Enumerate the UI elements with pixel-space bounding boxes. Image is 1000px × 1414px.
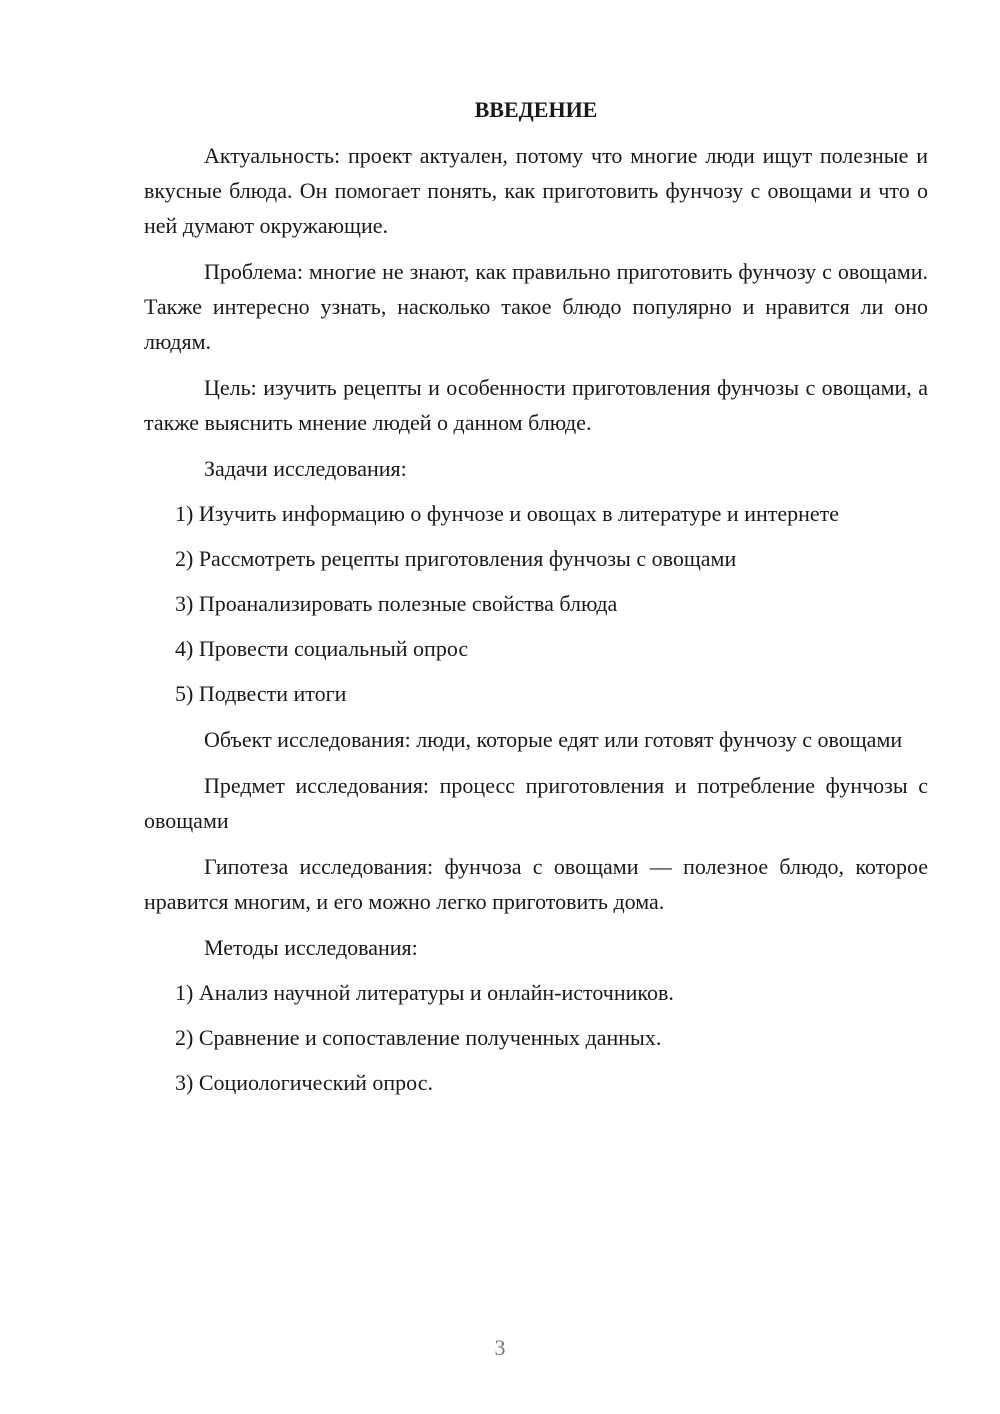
section-title: ВВЕДЕНИЕ <box>474 97 598 122</box>
page-number: 3 <box>494 1335 506 1360</box>
list-item: 2) Рассмотреть рецепты приготовления фунчозы с овощами <box>175 546 737 571</box>
object-paragraph: Объект исследования: люди, которые едят или готовят фунчозу с овощами <box>204 727 903 752</box>
subject-paragraph: Предмет исследования: процесс приготовления и потребление фунчозы с овощами <box>144 773 928 833</box>
tasks-heading: Задачи исследования: <box>204 456 407 481</box>
problem-paragraph: Проблема: многие не знают, как правильно приготовить фунчозу с овощами. Также интересно узнать, насколько такое блюдо популярно и нравится ли оно людям. <box>144 259 928 354</box>
methods-heading: Методы исследования: <box>204 935 418 960</box>
methods-list <box>144 975 928 1100</box>
list-item: 2) Сравнение и сопоставление полученных данных. <box>175 1025 662 1050</box>
list-item: 5) Подвести итоги <box>175 681 347 706</box>
list-item: 3) Проанализировать полезные свойства блюда <box>175 591 618 616</box>
list-item: 1) Анализ научной литературы и онлайн-источников. <box>175 980 674 1005</box>
list-item: 3) Социологический опрос. <box>175 1070 433 1095</box>
relevance-paragraph: Актуальность: проект актуален, потому что многие люди ищут полезные и вкусные блюда. Он помогает понять, как приготовить фунчозу с овощами и что о ней думают окружающие. <box>144 143 928 238</box>
list-item: 4) Провести социальный опрос <box>175 636 469 661</box>
hypothesis-paragraph: Гипотеза исследования: фунчоза с овощами — полезное блюдо, которое нравится многим, и его можно легко приготовить дома. <box>144 854 928 914</box>
page-content <box>144 92 928 1100</box>
list-item: 1) Изучить информацию о фунчозе и овощах в литературе и интернете <box>175 501 840 526</box>
goal-paragraph: Цель: изучить рецепты и особенности приготовления фунчозы с овощами, а также выяснить мнение людей о данном блюде. <box>144 375 928 435</box>
tasks-list <box>144 496 928 711</box>
